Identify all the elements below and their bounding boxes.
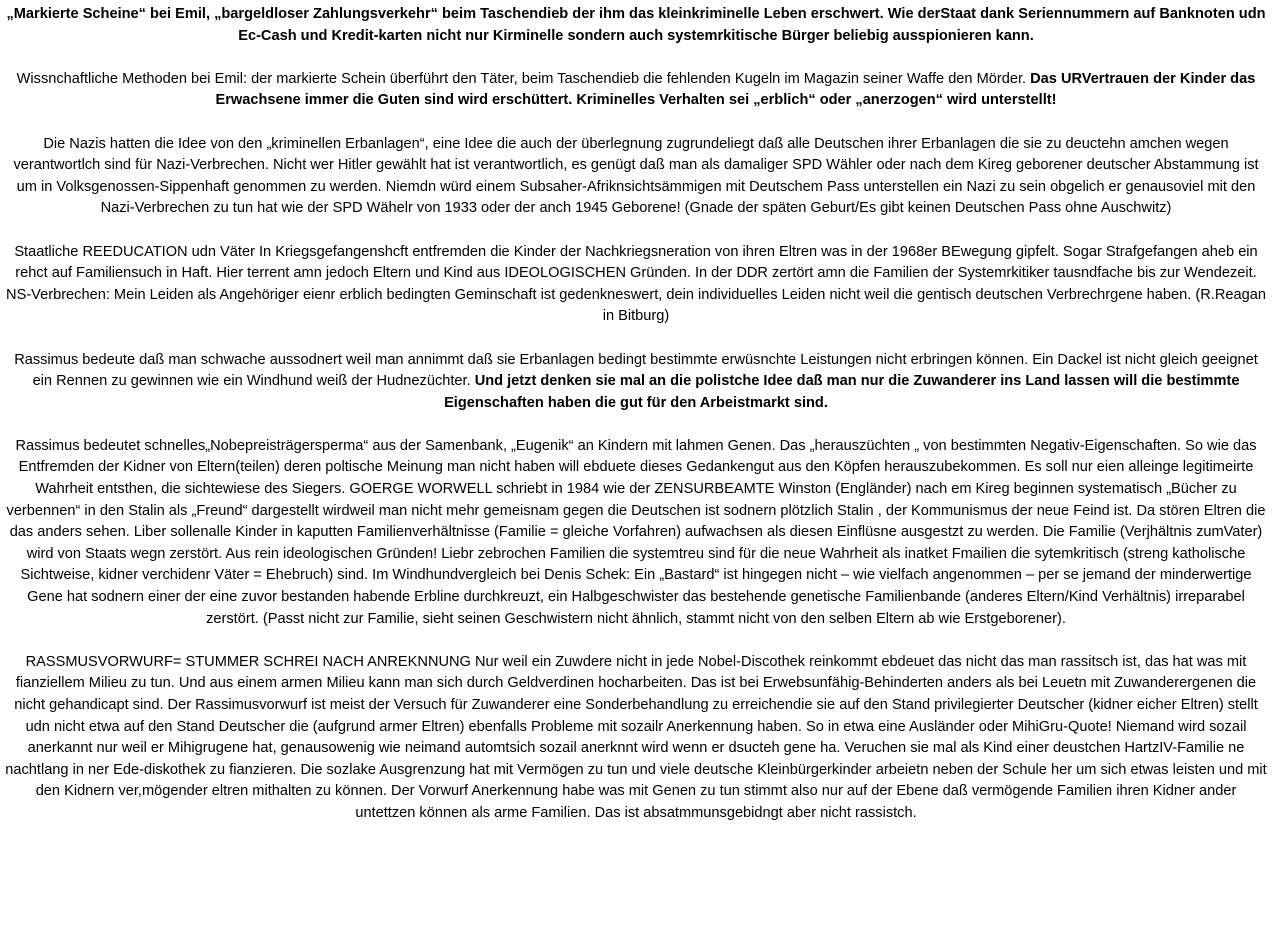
paragraph-2-bold-text: Das URVertrauen der Kinder das Erwachsene immer die Guten sind wird erschüttert. Kriminelles Verhalten sei „erblich“ oder „anerzogen“ wird unterstellt! [215,70,1256,109]
paragraph-nazis-erbanlagen [4,134,1268,220]
paragraph-rassmusvorwurf [4,652,1268,825]
paragraph-3-text: Die Nazis hatten die Idee von den „kriminellen Erbanlagen“, eine Idee die auch der überlegnung zugrundeliegt daß alle Deutschen ihrer Erbanlagen die sie zu deuctehn amchen wegen verantwortlch sind für Nazi-Verbrechen. Nicht wer Hitler gewählt hat ist verantwortlich, es genügt daß man als damaliger SPD Wähler oder nach dem Kireg geborener deutscher Abstammung ist um in Volksgenossen-Sippenhaft genommen zu werden. Niemdn würd einem Subsaher-Afriknsichtsämmigen mit Deutschem Pass unterstellen ein Nazi zu sein obgelich er genausoviel mit den Nazi-Verbrechen zu tun hat wie der SPD Wähelr von 1933 oder der anch 1945 Geborene! (Gnade der späten Geburt/Es gibt keinen Deutschen Pass ohne Auschwitz) [13,135,1259,217]
paragraph-2-text: Wissnchaftliche Methoden bei Emil: der markierte Schein überführt den Täter, beim Taschendieb die fehlenden Kugeln im Magazin seiner Waffe den Mörder. [16,70,1031,87]
paragraph-5-text: Rassimus bedeute daß man schwache aussodnert weil man annimmt daß sie Erbanlagen bedingt bestimmte erwüsnchte Leistungen nicht erbringen können. Ein Dackel ist nicht gleich geeignet ein Rennen zu gewinnen wie ein Windhund weiß der Hudnezüchter. [14,351,1258,390]
paragraph-7-text: RASSMUSVORWURF= STUMMER SCHREI NACH ANREKNNUNG Nur weil ein Zuwdere nicht in jede Nobel-Discothek reinkommt ebdeuet das nicht das man rassitsch ist, das hat was mit fianziellem Milieu zu tun. Und aus einem armen Milieu kann man sich durch Geldverdinen hocharbeiten. Das ist bei Erwebsunfähig-Behinderten anders als bei Leuetn mit Zuwanderergenen die nicht gehandicapt sind. Der Rassimusvorwurf ist meist der Versuch für Zuwanderer eine Sonderbehandlung zu erreichendie sie auf den Stand privilegierter Deutscher (kidner eicher Eltren) stellt udn nicht etwa auf den Stand Deutscher die (aufgrund armer Eltren) ebenfalls Probleme mit sozailr Anerkennung haben. So in etwa eine Ausländer oder MihiGru-Quote! Niemand wird sozail anerkannt nur weil er Mihigrugene hat, genausowenig wie neimand automtsich sozail anerknnt wird wenn er dsucteh gene ha. Veruchen sie mal als Kind einer deustchen HartzIV-Familie ne nachtlang in ner Ede-diskothek zu fianzieren. Die sozlake Ausgrenzung hat mit Vermögen zu tun und viele deutsche Kleinbürgerkinder arbeietn neben der Schule her um sich etwas leisten und mit den Kidnern ver,mögender eltren mithalten zu können. Der Vorwurf Anerkennung habe was mit Genen zu tun stimmt also nur auf der Ebene daß vermögende Familien ihren Kidner ander untettzen können als arme Familien. Das ist absatmmunsgebidngt aber nicht rassistch. [5,653,1267,821]
paragraph-6-text: Rassimus bedeutet schnelles„Nobepreisträgersperma“ aus der Samenbank, „Eugenik“ an Kindern mit lahmen Genen. Das „herauszüchten „ von bestimmten Negativ-Eigenschaften. So wie das Entfremden der Kidner von Eltern(teilen) deren poltische Meinung man nicht haben will ebduete dieses Gedankengut aus den Köpfen herauszubekommen. Es soll nur eien alleinge legitimeirte Wahrheit entsthen, die sichtewiese des Siegers. GOERGE WORWELL schriebt in 1984 wie der ZENSURBEAMTE Winston (Engländer) nach em Kireg beginnen systematisch „Bücher zu verbennen“ in den Stalin als „Freund“ dargestellt wirdweil man nicht mehr gemeisnam gegen die Deutschen ist sodnern plötzlich Stalin , der Kommunismus der neue Feind ist. Da stören Eltren die das anders sehen. Liber sollenalle Kinder in kaputten Familienverhältnisse (Familie = gleiche Vorfahren) aufwachsen als diesen Einflüsne ausgestzt zu werden. Die Familie (Verjhältnis zumVater) wird von Staats wegn zerstört. Aus rein ideologischen Gründen! Liebr zebrochen Familien die systemtreu sind für die neue Wahrheit als inatket Fmailien die sytemkritisch (streng katholische Sichtweise, kidner verchidenr Väter = Ehebruch) sind. Im Windhundvergleich bei Denis Schek: Ein „Bastard“ ist hingegen nicht – wie vielfach angenommen – per se jemand der minderwertige Gene hat sodnern einer der eine zuvor bestanden habende Erbline durchkreuzt, ein Halbgeschwister das bestehende genetische Familienbande (anderes Eltern/Kind Verhältnis) irreparabel zerstört. (Passt nicht zur Familie, sieht seinen Geschwistern nicht ähnlich, stammt nicht von den selben Eltern ab wie Erstgeborener). [6,437,1266,627]
paragraph-reeducation [4,242,1268,328]
paragraph-rassimus-dackel [4,350,1268,415]
paragraph-rassimus-eugenik [4,436,1268,630]
paragraph-wissenschaftliche-methoden [4,69,1268,112]
paragraph-1-bold-text: „Markierte Scheine“ bei Emil, „bargeldloser Zahlungsverkehr“ beim Taschendieb der ihm das kleinkriminelle Leben erschwert. Wie derStaat dank Seriennummern auf Banknoten udn Ec-Cash und Kredit-karten nicht nur Kirminelle sondern auch systemrkitische Bürger beliebig ausspionieren kann. [6,6,1266,44]
paragraph-4-text: Staatliche REEDUCATION udn Väter In Kriegsgefangenshcft entfremden die Kinder der Nachkriegsneration von ihren Eltren was in der 1968er BEwegung gipfelt. Sogar Strafgefangen aheb ein rehct auf Familiensuch in Haft. Hier terrent amn jedoch Eltern und Kind aus IDEOLOGISCHEN Gründen. In der DDR zertört amn die Familien der Systemrkitiker tausndfache bis zur Wendezeit. NS-Verbrechen: Mein Leiden als Angehöriger eienr erblich bedingten Geminschaft ist gedenkneswert, dein individuelles Leiden nicht weil die gentisch deutschen Verbrechrgene haben. (R.Reagan in Bitburg) [6,243,1266,325]
paragraph-markierte-scheine [4,4,1268,47]
paragraph-5-bold-text: Und jetzt denken sie mal an die polistche Idee daß man nur die Zuwanderer ins Land lassen will die bestimmte Eigenschaften haben die gut für den Arbeistmarkt sind. [444,373,1240,411]
